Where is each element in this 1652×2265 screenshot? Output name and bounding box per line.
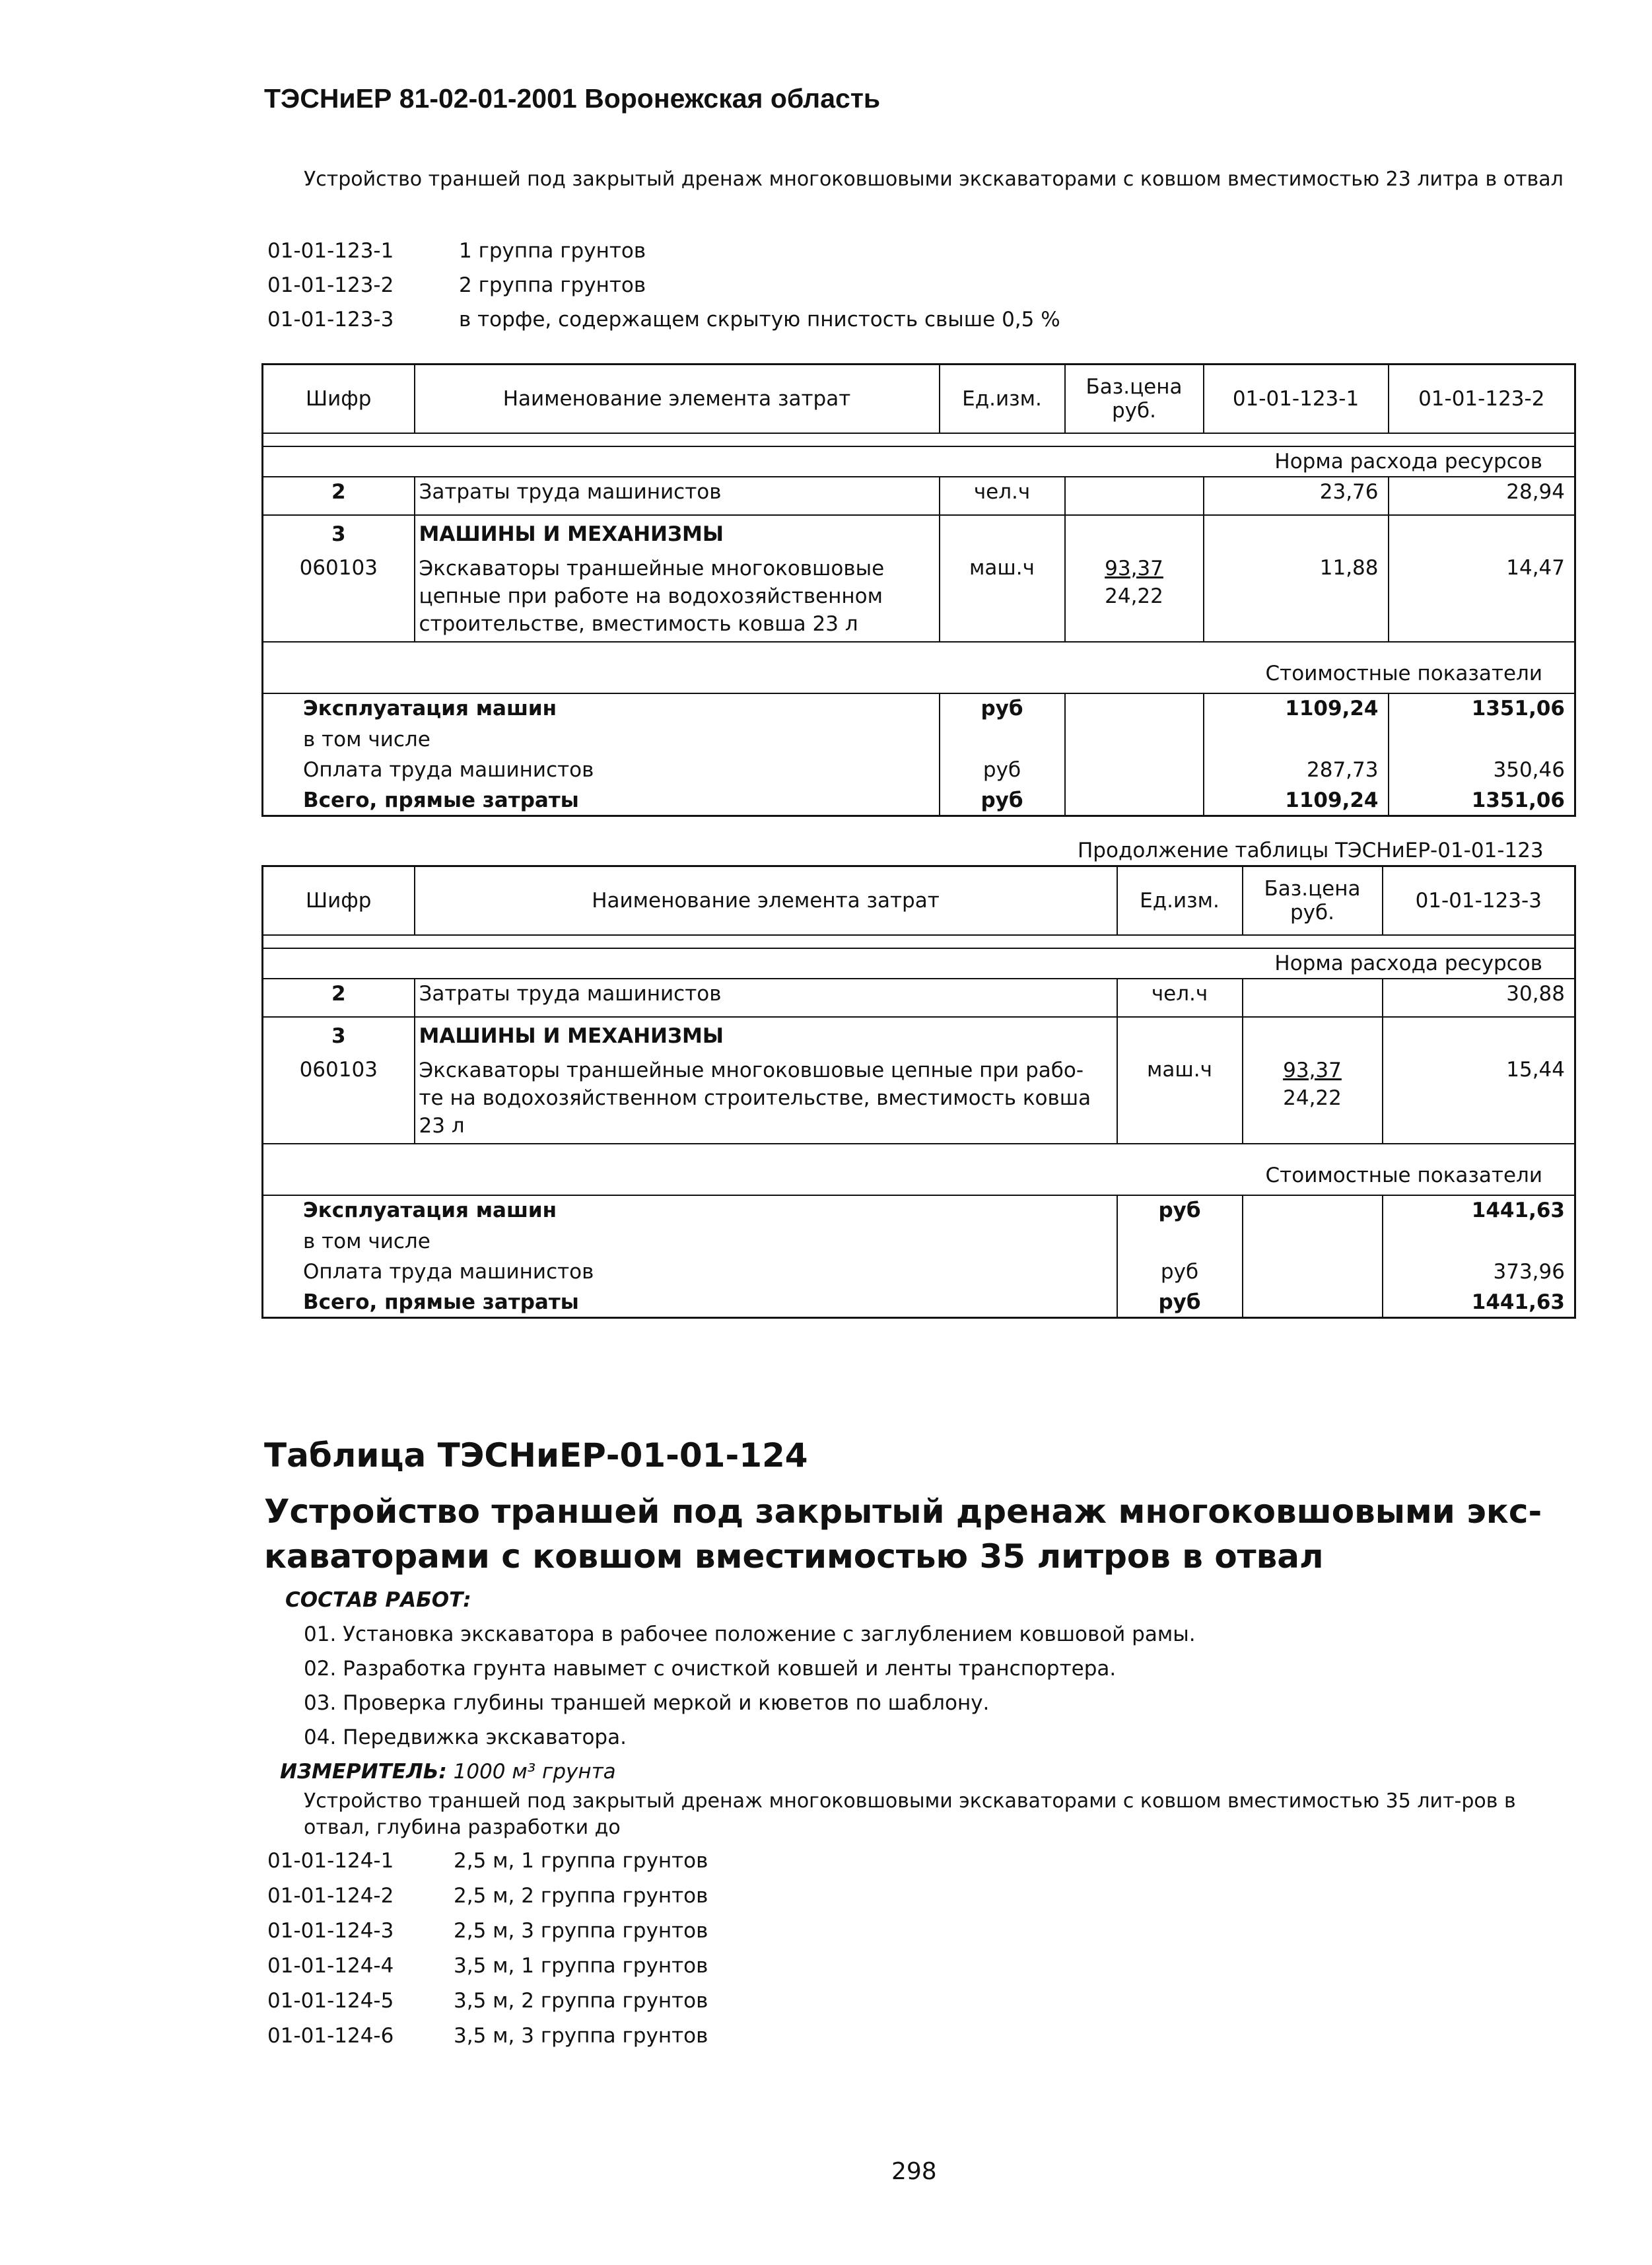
- row-value: 23,76: [1204, 477, 1389, 515]
- variant-text: 3,5 м, 1 группа грунтов: [454, 1954, 708, 1978]
- table-header-row: [263, 365, 1575, 433]
- col-variant-2: 01-01-123-2: [1389, 365, 1575, 433]
- row-value: 1441,63: [1383, 1288, 1575, 1318]
- price-bottom: 24,22: [1283, 1086, 1342, 1110]
- variant-text: 3,5 м, 3 группа грунтов: [454, 2024, 708, 2048]
- page-number: 298: [891, 2158, 937, 2185]
- col-price: Баз.цена руб.: [1243, 866, 1383, 935]
- row-value: 1441,63: [1383, 1195, 1575, 1227]
- table-row: [263, 755, 1575, 786]
- row-value: 1351,06: [1389, 693, 1575, 725]
- table-row: [263, 1195, 1575, 1227]
- row-price: [1065, 555, 1204, 642]
- cost-header: Стоимостные показатели: [263, 1161, 1575, 1195]
- table-row: [263, 693, 1575, 725]
- table-row: [263, 515, 1575, 555]
- row-code: 2: [263, 979, 415, 1017]
- col-shifr: Шифр: [263, 365, 415, 433]
- norm-header: Норма расхода ресурсов: [263, 446, 1575, 477]
- row-unit: руб: [940, 786, 1065, 816]
- variant-text: 2,5 м, 2 группа грунтов: [454, 1884, 708, 1908]
- row-name: Оплата труда машинистов: [263, 755, 940, 786]
- row-code: 060103: [263, 1057, 415, 1144]
- table-124-subtitle: Устройство траншей под закрытый дренаж многоковшовыми экс-каваторами с ковшом вместимостью 35 литров в отвал: [264, 1492, 1542, 1576]
- table-124-title: Таблица ТЭСНиЕР-01-01-124: [264, 1436, 808, 1475]
- row-unit: маш.ч: [1117, 1057, 1243, 1144]
- row-value: 1109,24: [1204, 786, 1389, 816]
- works-label: СОСТАВ РАБОТ:: [285, 1588, 471, 1612]
- row-value: 373,96: [1383, 1257, 1575, 1288]
- row-value: 28,94: [1389, 477, 1575, 515]
- row-unit: маш.ч: [940, 555, 1065, 642]
- variant-code: 01-01-124-1: [267, 1849, 394, 1873]
- row-value: 11,88: [1204, 555, 1389, 642]
- row-name: в том числе: [263, 1227, 1117, 1257]
- col-variant-3: 01-01-123-3: [1383, 866, 1575, 935]
- row-code: 2: [263, 477, 415, 515]
- table-row: [263, 1257, 1575, 1288]
- work-item: 02. Разработка грунта навымет с очисткой ковшей и ленты транспортера.: [304, 1657, 1117, 1681]
- row-unit: руб: [1117, 1257, 1243, 1288]
- variant-code: 01-01-124-2: [267, 1884, 394, 1908]
- col-unit: Ед.изм.: [1117, 866, 1243, 935]
- table-row: [263, 477, 1575, 515]
- row-name: Экскаваторы траншейные многоковшовые цепные при рабо-те на водохозяйственном строительстве, вместимость ковша 23 л: [415, 1057, 1117, 1144]
- table-header-row: [263, 866, 1575, 935]
- page-header: ТЭСНиЕР 81-02-01-2001 Воронежская область: [264, 83, 881, 114]
- variant-text: 2,5 м, 1 группа грунтов: [454, 1849, 708, 1873]
- variant-code: 01-01-123-1: [267, 239, 394, 263]
- table-continuation-note: Продолжение таблицы ТЭСНиЕР-01-01-123: [1078, 839, 1544, 862]
- variant-text: 3,5 м, 2 группа грунтов: [454, 1989, 708, 2013]
- row-unit: чел.ч: [940, 477, 1065, 515]
- table-row: [263, 1227, 1575, 1257]
- row-name: Всего, прямые затраты: [263, 1288, 1117, 1318]
- row-name: Затраты труда машинистов: [415, 477, 940, 515]
- meter-line: [280, 1760, 616, 1784]
- row-unit: руб: [1117, 1288, 1243, 1318]
- work-item: 01. Установка экскаватора в рабочее положение с заглублением ковшовой рамы.: [304, 1622, 1196, 1646]
- row-name: в том числе: [263, 725, 940, 755]
- col-price: Баз.цена руб.: [1065, 365, 1204, 433]
- meter-value: 1000 м³ грунта: [453, 1760, 616, 1784]
- row-value: 350,46: [1389, 755, 1575, 786]
- row-unit: руб: [940, 693, 1065, 725]
- row-value: 1351,06: [1389, 786, 1575, 816]
- variant-code: 01-01-124-4: [267, 1954, 394, 1978]
- col-variant-1: 01-01-123-1: [1204, 365, 1389, 433]
- table-row: [263, 555, 1575, 642]
- row-value: 14,47: [1389, 555, 1575, 642]
- variant-code: 01-01-124-5: [267, 1989, 394, 2013]
- row-unit: руб: [940, 755, 1065, 786]
- row-value: 1109,24: [1204, 693, 1389, 725]
- variant-text: 2 группа грунтов: [459, 273, 646, 297]
- norm-header: Норма расхода ресурсов: [263, 948, 1575, 979]
- resource-table-2: [261, 865, 1576, 1319]
- resource-table-1: [261, 363, 1576, 817]
- row-value: 30,88: [1383, 979, 1575, 1017]
- table-row: [263, 979, 1575, 1017]
- row-value: 287,73: [1204, 755, 1389, 786]
- table-124-intro: Устройство траншей под закрытый дренаж многоковшовыми экскаваторами с ковшом вместимостью 35 лит-ров в отвал, глубина разработки до: [304, 1790, 1516, 1839]
- cost-header: Стоимостные показатели: [263, 659, 1575, 693]
- table-row: [263, 1017, 1575, 1057]
- col-unit: Ед.изм.: [940, 365, 1065, 433]
- row-name: Экскаваторы траншейные многоковшовые цепные при работе на водохозяйственном строительстве, вместимость ковша 23 л: [415, 555, 940, 642]
- variant-code: 01-01-124-3: [267, 1919, 394, 1943]
- variant-text: в торфе, содержащем скрытую пнистость свыше 0,5 %: [459, 308, 1060, 331]
- row-price: [1243, 1057, 1383, 1144]
- table-row: [263, 1057, 1575, 1144]
- variant-code: 01-01-123-3: [267, 308, 394, 331]
- table-row: [263, 725, 1575, 755]
- col-name: Наименование элемента затрат: [415, 866, 1117, 935]
- row-code: 3: [263, 515, 415, 555]
- row-unit: руб: [1117, 1195, 1243, 1227]
- col-shifr: Шифр: [263, 866, 415, 935]
- row-name: МАШИНЫ И МЕХАНИЗМЫ: [415, 1017, 1117, 1057]
- work-item: 03. Проверка глубины траншей меркой и кюветов по шаблону.: [304, 1691, 990, 1715]
- row-unit: чел.ч: [1117, 979, 1243, 1017]
- row-code: 060103: [263, 555, 415, 642]
- meter-label: ИЗМЕРИТЕЛЬ:: [280, 1760, 447, 1784]
- col-name: Наименование элемента затрат: [415, 365, 940, 433]
- variant-text: 2,5 м, 3 группа грунтов: [454, 1919, 708, 1943]
- row-code: 3: [263, 1017, 415, 1057]
- price-top: 93,37: [1105, 556, 1163, 580]
- row-name: Оплата труда машинистов: [263, 1257, 1117, 1288]
- price-bottom: 24,22: [1105, 584, 1163, 608]
- row-name: Всего, прямые затраты: [263, 786, 940, 816]
- row-name: Затраты труда машинистов: [415, 979, 1117, 1017]
- row-name: МАШИНЫ И МЕХАНИЗМЫ: [415, 515, 940, 555]
- work-item: 04. Передвижка экскаватора.: [304, 1725, 627, 1749]
- row-value: 15,44: [1383, 1057, 1575, 1144]
- price-top: 93,37: [1283, 1058, 1342, 1082]
- variant-code: 01-01-123-2: [267, 273, 394, 297]
- variant-code: 01-01-124-6: [267, 2024, 394, 2048]
- table-row: [263, 1288, 1575, 1318]
- row-name: Эксплуатация машин: [263, 1195, 1117, 1227]
- variant-text: 1 группа грунтов: [459, 239, 646, 263]
- row-name: Эксплуатация машин: [263, 693, 940, 725]
- table-123-intro: Устройство траншей под закрытый дренаж многоковшовыми экскаваторами с ковшом вместимостью 23 литра в отвал: [304, 168, 1564, 191]
- table-row: [263, 786, 1575, 816]
